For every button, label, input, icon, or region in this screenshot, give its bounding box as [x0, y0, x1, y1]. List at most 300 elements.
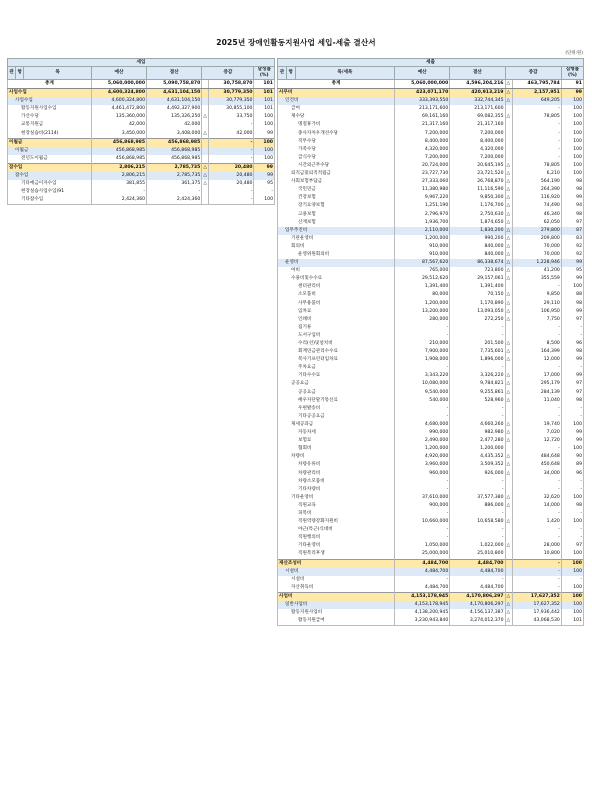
expense-row-diff-sign: [505, 283, 513, 291]
expense-row-budget: -: [395, 332, 450, 340]
expense-row-label: 국민연금: [278, 186, 395, 194]
expense-section-header: 세출: [278, 59, 584, 67]
expense-row-budget: 1,391,400: [395, 283, 450, 291]
expense-header-diff: 증감: [505, 67, 561, 80]
expense-row-diff-sign: △: [505, 162, 513, 170]
income-row-actual: 2,785,735: [147, 172, 202, 180]
expense-row: [278, 502, 584, 510]
expense-row-rate: 98: [561, 178, 583, 186]
expense-row-rate: 97: [561, 219, 583, 227]
expense-row-rate: 94: [561, 202, 583, 210]
expense-row-diff: 6,210: [513, 170, 562, 178]
expense-row-diff-sign: △: [505, 251, 513, 259]
expense-row-rate: 98: [561, 300, 583, 308]
income-row: [8, 172, 275, 180]
expense-row-diff: 43,068,530: [513, 617, 562, 626]
expense-row: [278, 316, 584, 324]
expense-row-actual: 420,913,219: [450, 89, 505, 98]
expense-row-diff: -: [513, 413, 562, 421]
expense-row-actual: 1,830,200: [450, 227, 505, 235]
expense-table: [277, 58, 584, 626]
expense-row-actual: 9,784,821: [450, 380, 505, 388]
expense-header-mok: 목/세목: [295, 67, 394, 80]
expense-row: [278, 340, 584, 348]
income-row-rate: 100: [254, 155, 275, 164]
expense-row-label: 운영비: [278, 259, 395, 267]
expense-row-diff-sign: △: [505, 308, 513, 316]
expense-row-diff: 284,139: [513, 389, 562, 397]
expense-row-diff-sign: [505, 154, 513, 162]
expense-total-rate: 91: [561, 80, 583, 89]
expense-row-budget: -: [395, 413, 450, 421]
expense-row-label: 집기류: [278, 324, 395, 332]
income-row-label: 전년도이월금: [8, 155, 92, 164]
expense-row-actual: 29,157,061: [450, 275, 505, 283]
expense-row-budget: 960,000: [395, 470, 450, 478]
expense-row-rate: -: [561, 576, 583, 584]
expense-row: [278, 89, 584, 98]
expense-row-diff-sign: [505, 332, 513, 340]
income-row-budget: 4,461,472,800: [91, 105, 146, 113]
expense-row: [278, 332, 584, 340]
expense-row-budget: 2,110,000: [395, 227, 450, 235]
expense-row-diff-sign: △: [505, 470, 513, 478]
expense-total-diff: 463,795,784: [513, 80, 562, 89]
expense-row-diff: 164,399: [513, 348, 562, 356]
expense-row-budget: -: [395, 486, 450, 494]
expense-row-label: 여비: [278, 267, 395, 275]
expense-row-rate: 100: [561, 130, 583, 138]
expense-row-label: 종사자처우개선수당: [278, 130, 395, 138]
expense-row-budget: 765,000: [395, 267, 450, 275]
income-row-diff: 42,000: [209, 130, 254, 139]
income-row-actual: 4,631,104,150: [147, 97, 202, 105]
expense-row-label: 공공요금: [278, 389, 395, 397]
expense-row-label: 임차료: [278, 308, 395, 316]
expense-row-diff: 19,740: [513, 421, 562, 429]
expense-row-diff: 209,800: [513, 235, 562, 243]
expense-row-diff: -: [513, 584, 562, 593]
expense-row-diff: -: [513, 324, 562, 332]
income-row-budget: 2,424,360: [91, 196, 146, 205]
income-row-label: 현장실습비(2114): [8, 130, 92, 139]
income-row-budget: 456,868,985: [91, 155, 146, 164]
expense-row-diff-sign: △: [505, 397, 513, 405]
expense-header-hang: 항: [286, 67, 295, 80]
expense-row-rate: 100: [561, 283, 583, 291]
expense-row-label: 업무추진비: [278, 227, 395, 235]
expense-row-diff-sign: △: [505, 113, 513, 121]
expense-row-rate: 95: [561, 267, 583, 275]
expense-row-budget: 3,230,943,840: [395, 617, 450, 626]
expense-row-budget: 333,393,550: [395, 97, 450, 105]
expense-row-diff-sign: △: [505, 494, 513, 502]
expense-row-diff: 46,340: [513, 211, 562, 219]
expense-row-rate: 100: [561, 121, 583, 129]
expense-row-label: 센터관리비: [278, 283, 395, 291]
expense-row-label: 도서구입비: [278, 332, 395, 340]
expense-row-actual: 69,082,355: [450, 113, 505, 121]
expense-row-diff-sign: △: [505, 502, 513, 510]
expense-row-label: 일반사업비: [278, 601, 395, 609]
income-row-diff-sign: [202, 121, 209, 129]
income-row-rate: 100: [254, 196, 275, 205]
expense-row-diff-sign: △: [505, 518, 513, 526]
income-row-budget: -: [91, 188, 146, 196]
expense-row-budget: 9,540,000: [395, 389, 450, 397]
expense-row-actual: 840,000: [450, 251, 505, 259]
expense-row-diff-sign: △: [505, 389, 513, 397]
expense-row-diff: 116,920: [513, 194, 562, 202]
expense-row-diff: -: [513, 534, 562, 542]
expense-row-actual: 70,150: [450, 291, 505, 299]
income-row-rate: 99: [254, 163, 275, 172]
expense-row-diff-sign: △: [505, 259, 513, 267]
expense-row-budget: 280,000: [395, 316, 450, 324]
expense-row-diff: 279,800: [513, 227, 562, 235]
income-row-budget: 4,600,324,800: [91, 89, 146, 98]
expense-row-rate: 92: [561, 251, 583, 259]
income-row: [8, 97, 275, 105]
expense-row-label: 기타공공요금: [278, 413, 395, 421]
expense-row: [278, 97, 584, 105]
expense-row: [278, 437, 584, 445]
expense-row-budget: 4,484,700: [395, 559, 450, 568]
expense-row-diff: 12,720: [513, 437, 562, 445]
income-row-label: 가산수당: [8, 113, 92, 121]
expense-row-label: 시간외근무수당: [278, 162, 395, 170]
expense-row-diff: 10,800: [513, 550, 562, 559]
income-header-gwan: 관: [8, 67, 16, 80]
expense-row-actual: 4,170,806,297: [450, 592, 505, 601]
expense-row-budget: -: [395, 364, 450, 372]
expense-row-label: 복사기프린터임차료: [278, 356, 395, 364]
expense-row-diff-sign: △: [505, 429, 513, 437]
expense-row-rate: -: [561, 332, 583, 340]
expense-row: [278, 113, 584, 121]
income-row-diff-sign: △: [202, 113, 209, 121]
expense-row-budget: 9,967,220: [395, 194, 450, 202]
expense-total-diff-sign: △: [505, 80, 513, 89]
expense-row-diff-sign: △: [505, 89, 513, 98]
expense-row-diff: -: [513, 332, 562, 340]
expense-row: [278, 227, 584, 235]
expense-row-diff: 1,228,946: [513, 259, 562, 267]
expense-row-label: 명절휴가비: [278, 121, 395, 129]
expense-row-actual: -: [450, 332, 505, 340]
expense-total-row: [278, 80, 584, 89]
income-header-hang: 항: [16, 67, 24, 80]
expense-row-label: 퇴직금및퇴직적립금: [278, 170, 395, 178]
expense-row-label: 야근(특근)식대비: [278, 526, 395, 534]
expense-row-diff: 649,205: [513, 97, 562, 105]
expense-row-diff: 12,000: [513, 356, 562, 364]
income-row-rate: -: [254, 188, 275, 196]
income-row-diff-sign: [202, 155, 209, 164]
expense-row-label: 기타운영비: [278, 494, 395, 502]
expense-row: [278, 235, 584, 243]
expense-row-label: 차량소모품비: [278, 478, 395, 486]
expense-row-diff: 29,110: [513, 300, 562, 308]
expense-row-actual: 1,391,400: [450, 283, 505, 291]
expense-row-budget: 4,680,000: [395, 421, 450, 429]
expense-total-budget: 5,060,000,000: [395, 80, 450, 89]
expense-row-budget: 13,200,000: [395, 308, 450, 316]
income-row-actual: 3,408,000: [147, 130, 202, 139]
expense-row-budget: 8,400,000: [395, 138, 450, 146]
expense-row: [278, 154, 584, 162]
expense-row-diff: 41,200: [513, 267, 562, 275]
income-row-label: 잡수입: [8, 172, 92, 180]
expense-row-label: 급여: [278, 105, 395, 113]
expense-row-diff: -: [513, 568, 562, 576]
expense-row-actual: 25,010,800: [450, 550, 505, 559]
expense-row-budget: 4,484,700: [395, 568, 450, 576]
expense-row-budget: 7,200,000: [395, 154, 450, 162]
income-row-rate: 99: [254, 130, 275, 139]
income-row: [8, 147, 275, 155]
expense-row-label: 직원교육: [278, 502, 395, 510]
income-row: [8, 163, 275, 172]
income-row: [8, 105, 275, 113]
expense-row-actual: 272,250: [450, 316, 505, 324]
expense-row-diff-sign: △: [505, 542, 513, 550]
income-row-label: 이월금: [8, 147, 92, 155]
expense-row-diff: -: [513, 486, 562, 494]
expense-row-actual: 4,156,137,387: [450, 609, 505, 617]
expense-row: [278, 219, 584, 227]
expense-row-diff: 70,000: [513, 243, 562, 251]
expense-row-rate: 97: [561, 389, 583, 397]
expense-row: [278, 534, 584, 542]
expense-row-diff-sign: △: [505, 380, 513, 388]
income-total-label: 총계: [8, 80, 92, 89]
income-row: [8, 138, 275, 147]
income-row-diff: 33,750: [209, 113, 254, 121]
income-row-diff: -: [209, 196, 254, 205]
expense-row-rate: 100: [561, 421, 583, 429]
expense-row: [278, 601, 584, 609]
expense-row-actual: 4,484,700: [450, 584, 505, 593]
income-row-label: 사업수입: [8, 89, 92, 98]
income-row-budget: 3,450,000: [91, 130, 146, 139]
expense-row: [278, 251, 584, 259]
expense-row-budget: 37,610,000: [395, 494, 450, 502]
expense-row-budget: 29,512,620: [395, 275, 450, 283]
expense-row-diff-sign: [505, 534, 513, 542]
expense-row: [278, 178, 584, 186]
expense-row-diff-sign: [505, 510, 513, 518]
expense-row: [278, 510, 584, 518]
income-row-diff-sign: △: [202, 130, 209, 139]
expense-row: [278, 105, 584, 113]
expense-row-actual: 1,022,000: [450, 542, 505, 550]
income-row-budget: 456,868,985: [91, 147, 146, 155]
expense-row-diff: -: [513, 559, 562, 568]
income-row-diff-sign: [202, 97, 209, 105]
expense-row: [278, 478, 584, 486]
income-row-diff: 20,480: [209, 172, 254, 180]
income-table-section: [7, 58, 275, 205]
expense-row-rate: 100: [561, 559, 583, 568]
income-row-diff: -: [209, 155, 254, 164]
expense-row-diff: 70,000: [513, 251, 562, 259]
expense-row-rate: 100: [561, 138, 583, 146]
income-row-diff: 30,779,350: [209, 97, 254, 105]
expense-row-diff-sign: △: [505, 243, 513, 251]
expense-row-diff-sign: △: [505, 437, 513, 445]
expense-row-diff: 9,850: [513, 291, 562, 299]
expense-row-budget: 21,317,160: [395, 121, 450, 129]
income-row-diff: 30,779,350: [209, 89, 254, 98]
expense-row-actual: 8,400,000: [450, 138, 505, 146]
income-row-diff: 30,855,100: [209, 105, 254, 113]
expense-row: [278, 461, 584, 469]
income-row-label: 기타예금이자수입: [8, 180, 92, 188]
expense-row-budget: 910,000: [395, 243, 450, 251]
expense-row-label: 직무수당: [278, 138, 395, 146]
expense-row-label: 사무용품비: [278, 300, 395, 308]
income-row-actual: 135,326,250: [147, 113, 202, 121]
expense-row-diff: 78,805: [513, 113, 562, 121]
expense-row-diff: 14,000: [513, 502, 562, 510]
income-row-diff: -: [209, 121, 254, 129]
expense-row-diff-sign: [505, 486, 513, 494]
expense-row: [278, 291, 584, 299]
expense-row-rate: 101: [561, 617, 583, 626]
expense-row-diff: -: [513, 478, 562, 486]
expense-row-label: 인건비: [278, 97, 395, 105]
income-row: [8, 180, 275, 188]
expense-row-budget: 25,000,000: [395, 550, 450, 559]
expense-row-actual: 3,326,220: [450, 372, 505, 380]
expense-row-label: 제세공과금: [278, 421, 395, 429]
expense-row: [278, 609, 584, 617]
income-row-actual: 361,375: [147, 180, 202, 188]
expense-row: [278, 380, 584, 388]
expense-row-actual: 1,874,650: [450, 219, 505, 227]
expense-row-diff-sign: △: [505, 372, 513, 380]
expense-row-label: 차량비: [278, 453, 395, 461]
expense-row: [278, 568, 584, 576]
expense-row-actual: -: [450, 510, 505, 518]
expense-row-label: 자산취득비: [278, 584, 395, 593]
expense-row-actual: 9,255,861: [450, 389, 505, 397]
income-row-diff-sign: △: [202, 180, 209, 188]
income-row-actual: 4,631,104,150: [147, 89, 202, 98]
expense-row-budget: 910,000: [395, 251, 450, 259]
expense-row-diff: 34,000: [513, 470, 562, 478]
expense-row-diff-sign: △: [505, 227, 513, 235]
expense-row-diff-sign: △: [505, 592, 513, 601]
expense-row-diff: 32,620: [513, 494, 562, 502]
expense-row: [278, 445, 584, 453]
expense-row-rate: 98: [561, 397, 583, 405]
expense-row-actual: 840,000: [450, 243, 505, 251]
income-row-actual: 456,868,985: [147, 138, 202, 147]
expense-row-budget: 210,000: [395, 340, 450, 348]
income-row-diff-sign: [202, 147, 209, 155]
expense-row-actual: 13,093,050: [450, 308, 505, 316]
expense-row-label: 기타운영비: [278, 542, 395, 550]
expense-row-diff: 11,040: [513, 397, 562, 405]
expense-row-rate: -: [561, 405, 583, 413]
income-row-actual: 42,000: [147, 121, 202, 129]
expense-row-actual: 7,200,000: [450, 130, 505, 138]
expense-row-diff-sign: △: [505, 267, 513, 275]
expense-row-diff: 7,020: [513, 429, 562, 437]
expense-row: [278, 138, 584, 146]
expense-row-diff: -: [513, 445, 562, 453]
income-row-rate: 101: [254, 105, 275, 113]
expense-row-label: 급식수당: [278, 154, 395, 162]
expense-row-rate: 98: [561, 186, 583, 194]
expense-row-diff-sign: △: [505, 194, 513, 202]
expense-row-budget: -: [395, 405, 450, 413]
expense-row-label: 활동지원급여: [278, 617, 395, 626]
expense-row-diff: 2,157,951: [513, 89, 562, 98]
expense-row-diff: -: [513, 105, 562, 113]
income-row-label: 활동지원사업수입: [8, 105, 92, 113]
expense-header-budget: 예산: [395, 67, 450, 80]
income-header-diff: 증감: [202, 67, 254, 80]
expense-row-diff: -: [513, 526, 562, 534]
expense-row-rate: 88: [561, 291, 583, 299]
expense-row-diff-sign: [505, 121, 513, 129]
income-row-budget: 2,806,215: [91, 172, 146, 180]
expense-row-budget: -: [395, 324, 450, 332]
expense-row: [278, 518, 584, 526]
expense-row-label: 보험료: [278, 437, 395, 445]
income-row-actual: 2,785,735: [147, 163, 202, 172]
expense-row-diff: -: [513, 283, 562, 291]
expense-row-diff-sign: △: [505, 275, 513, 283]
expense-row-diff-sign: △: [505, 202, 513, 210]
expense-row-budget: 423,071,170: [395, 89, 450, 98]
expense-row-label: 협회비: [278, 445, 395, 453]
expense-row-rate: -: [561, 364, 583, 372]
expense-header-gwan: 관: [278, 67, 287, 80]
expense-row-diff: 1,420: [513, 518, 562, 526]
expense-row-actual: 723,800: [450, 267, 505, 275]
expense-row-actual: 37,577,380: [450, 494, 505, 502]
expense-row-diff: 17,936,442: [513, 609, 562, 617]
expense-row-budget: 1,050,000: [395, 542, 450, 550]
expense-row-diff: -: [513, 146, 562, 154]
expense-row-budget: 900,000: [395, 502, 450, 510]
income-table: [7, 58, 275, 205]
expense-row-budget: 1,200,000: [395, 300, 450, 308]
income-row-label: 교통지원금: [8, 121, 92, 129]
income-row-diff-sign: [202, 196, 209, 205]
income-row: [8, 130, 275, 139]
expense-row-diff-sign: △: [505, 97, 513, 105]
expense-row-actual: 1,176,700: [450, 202, 505, 210]
income-row-budget: 42,000: [91, 121, 146, 129]
expense-row-diff-sign: [505, 584, 513, 593]
expense-row-rate: 98: [561, 502, 583, 510]
expense-row: [278, 324, 584, 332]
expense-row-diff: 355,559: [513, 275, 562, 283]
income-row-diff-sign: [202, 188, 209, 196]
income-total-diff: 30,758,870: [209, 80, 254, 89]
expense-row-label: 차량관리비: [278, 470, 395, 478]
expense-row: [278, 364, 584, 372]
expense-row-diff: 450,648: [513, 461, 562, 469]
expense-row-diff-sign: △: [505, 461, 513, 469]
expense-row-diff: 17,627,352: [513, 601, 562, 609]
expense-row-label: 피복비: [278, 510, 395, 518]
